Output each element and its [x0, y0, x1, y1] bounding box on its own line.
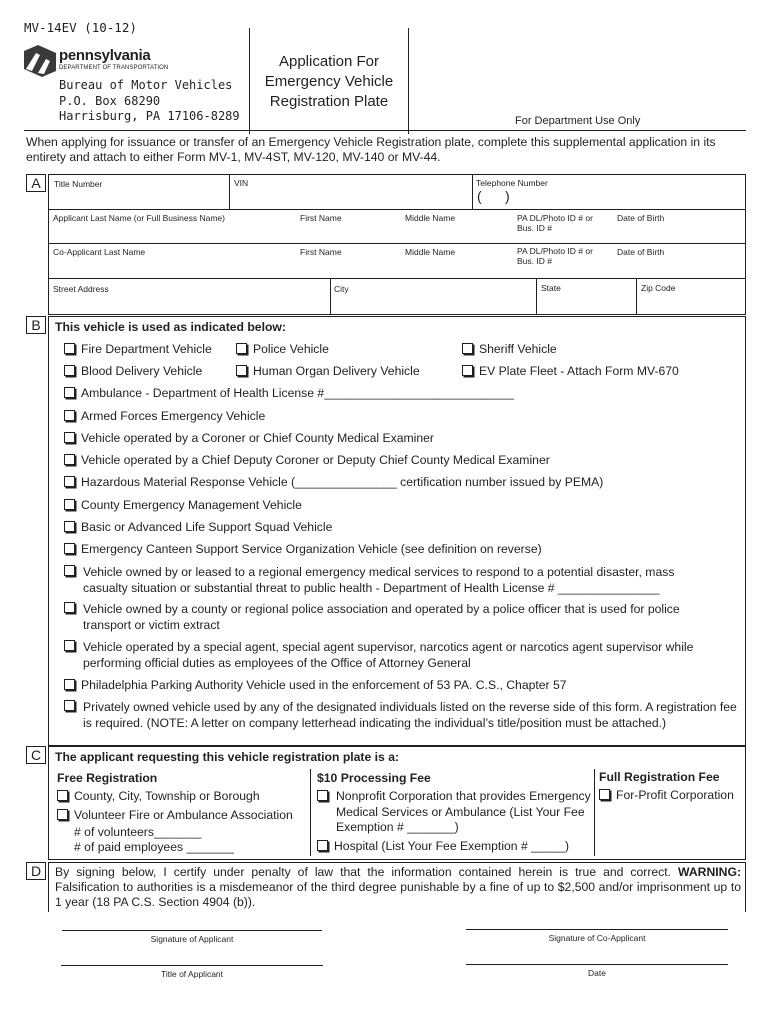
zip-code-field[interactable]: Zip Code: [641, 283, 676, 293]
intro-text: When applying for issuance or transfer of an Emergency Vehicle Registration plate, complete this supplemental application in its entirety and attach to either Form MV-1, MV-4ST, MV-120, MV-140 or MV-44.: [26, 135, 716, 164]
penndot-logo-icon: [24, 45, 54, 75]
option-police[interactable]: Police Vehicle: [236, 342, 329, 357]
checkbox-icon[interactable]: [317, 840, 328, 851]
checkbox-icon[interactable]: [64, 602, 75, 613]
option-regional-ems[interactable]: Vehicle owned by or leased to a regional emergency medical services to respond to a potential disaster, mass casualty situation or substantial threat to public health - Department of Health License # _______________: [64, 564, 719, 596]
checkbox-icon[interactable]: [64, 499, 75, 510]
date-line[interactable]: [466, 964, 728, 965]
checkbox-icon[interactable]: [64, 476, 75, 487]
option-coroner[interactable]: Vehicle operated by a Coroner or Chief County Medical Examiner: [64, 431, 434, 446]
coapplicant-first-name-field[interactable]: First Name: [300, 247, 342, 257]
certify-statement: By signing below, I certify under penalty of law that the information contained herein is true and correct.: [55, 865, 672, 879]
checkbox-icon[interactable]: [64, 454, 75, 465]
dl-id-line-2: Bus. ID #: [517, 223, 552, 233]
middle-name-field[interactable]: Middle Name: [405, 213, 456, 223]
option-county-city[interactable]: County, City, Township or Borough: [57, 789, 260, 804]
section-b-heading: This vehicle is used as indicated below:: [55, 320, 286, 334]
title-number-field[interactable]: Title Number: [54, 179, 103, 189]
coapplicant-dl-id-field[interactable]: [517, 246, 593, 266]
section-b-label: B: [26, 316, 46, 334]
street-address-field[interactable]: Street Address: [53, 284, 109, 294]
section-d-label: D: [26, 862, 46, 880]
coapplicant-middle-name-field[interactable]: Middle Name: [405, 247, 456, 257]
checkbox-icon[interactable]: [64, 343, 75, 354]
checkbox-icon[interactable]: [64, 640, 75, 651]
checkbox-icon[interactable]: [317, 790, 328, 801]
full-registration-title: Full Registration Fee: [599, 770, 720, 784]
city-field[interactable]: City: [334, 284, 349, 294]
certification-text: [55, 865, 741, 910]
date-of-birth-field[interactable]: Date of Birth: [617, 213, 665, 223]
title-line-1: Application For: [278, 53, 380, 70]
warning-label: WARNING:: [678, 865, 742, 879]
checkbox-icon[interactable]: [64, 543, 75, 554]
option-hazmat[interactable]: Hazardous Material Response Vehicle (_______________ certification number issued by PEMA): [64, 475, 603, 490]
coapplicant-signature-line[interactable]: [466, 929, 728, 930]
applicant-title-line[interactable]: [61, 965, 323, 966]
option-fire-department[interactable]: Fire Department Vehicle: [64, 342, 212, 357]
option-county-ema[interactable]: County Emergency Management Vehicle: [64, 498, 302, 513]
section-c-label: C: [26, 746, 46, 764]
vin-field[interactable]: VIN: [234, 178, 249, 188]
coapplicant-date-of-birth-field[interactable]: Date of Birth: [617, 247, 665, 257]
option-life-support[interactable]: Basic or Advanced Life Support Squad Vehicle: [64, 520, 332, 535]
option-ambulance[interactable]: Ambulance - Department of Health License #____________________________: [64, 386, 514, 401]
checkbox-icon[interactable]: [236, 365, 247, 376]
applicant-signature-label: Signature of Applicant: [150, 934, 234, 944]
title-line-2: Emergency Vehicle: [264, 73, 394, 90]
checkbox-icon[interactable]: [64, 700, 75, 711]
option-police-association[interactable]: Vehicle owned by a county or regional police association and operated by a police officer that is used for police transport or victim extract: [64, 601, 724, 633]
address-line-3: Harrisburg, PA 17106-8289: [59, 109, 240, 123]
department-use-label: For Department Use Only: [515, 115, 641, 127]
form-number: MV-14EV (10-12): [24, 20, 137, 35]
checkbox-icon[interactable]: [64, 387, 75, 398]
address-line-2: P.O. Box 68290: [59, 93, 161, 108]
section-a-box: [48, 174, 746, 315]
date-label: Date: [588, 968, 606, 978]
section-c-heading: The applicant requesting this vehicle registration plate is a:: [55, 750, 400, 764]
checkbox-icon[interactable]: [57, 790, 68, 801]
first-name-field[interactable]: First Name: [300, 213, 342, 223]
logo-subtitle: DEPARTMENT OF TRANSPORTATION: [59, 65, 169, 71]
coapplicant-signature-label: Signature of Co-Applicant: [548, 933, 646, 943]
option-volunteer-fire[interactable]: Volunteer Fire or Ambulance Association: [57, 808, 293, 823]
applicant-last-name-field[interactable]: Applicant Last Name (or Full Business Name): [53, 213, 225, 223]
coapplicant-dl-id-line-2: Bus. ID #: [517, 256, 552, 266]
option-armed-forces[interactable]: Armed Forces Emergency Vehicle: [64, 409, 265, 424]
coapplicant-last-name-field[interactable]: Co-Applicant Last Name: [53, 247, 146, 257]
volunteers-count-field[interactable]: # of volunteers_______: [74, 825, 202, 839]
checkbox-icon[interactable]: [462, 343, 473, 354]
option-hospital[interactable]: Hospital (List Your Fee Exemption # _____): [317, 839, 569, 854]
option-deputy-coroner[interactable]: Vehicle operated by a Chief Deputy Coroner or Deputy Chief County Medical Examiner: [64, 453, 550, 468]
form-title: [252, 52, 406, 112]
option-sheriff[interactable]: Sheriff Vehicle: [462, 342, 557, 357]
option-nonprofit[interactable]: Nonprofit Corporation that provides Emergency Medical Services or Ambulance (List Your Fee Exemption # _______): [317, 789, 591, 836]
checkbox-icon[interactable]: [462, 365, 473, 376]
state-field[interactable]: State: [541, 283, 561, 293]
logo-name: pennsylvania: [59, 47, 151, 64]
option-organ-delivery[interactable]: Human Organ Delivery Vehicle: [236, 364, 420, 379]
option-canteen[interactable]: Emergency Canteen Support Service Organization Vehicle (see definition on reverse): [64, 542, 542, 557]
section-a-label: A: [26, 174, 46, 192]
applicant-title-label: Title of Applicant: [160, 969, 224, 979]
checkbox-icon[interactable]: [64, 365, 75, 376]
checkbox-icon[interactable]: [64, 679, 75, 690]
dl-id-line-1: PA DL/Photo ID # or: [517, 213, 593, 223]
option-privately-owned[interactable]: Privately owned vehicle used by any of the designated individuals listed on the reverse side of this form. A registration fee is required. (NOTE: A letter on company letterhead indicating the individual’s title/position must be attached.): [64, 699, 740, 731]
address-line-1: Bureau of Motor Vehicles: [59, 78, 233, 92]
checkbox-icon[interactable]: [57, 809, 68, 820]
processing-fee-title: $10 Processing Fee: [317, 771, 431, 785]
mailing-address: [59, 78, 240, 125]
checkbox-icon[interactable]: [64, 432, 75, 443]
option-ev-plate-fleet[interactable]: EV Plate Fleet - Attach Form MV-670: [462, 364, 679, 379]
checkbox-icon[interactable]: [64, 521, 75, 532]
option-parking-authority[interactable]: Philadelphia Parking Authority Vehicle used in the enforcement of 53 PA. C.S., Chapter 57: [64, 678, 567, 693]
option-blood-delivery[interactable]: Blood Delivery Vehicle: [64, 364, 202, 379]
dl-id-field[interactable]: [517, 213, 593, 233]
applicant-signature-line[interactable]: [62, 930, 322, 931]
telephone-parens: ( ): [477, 188, 510, 204]
checkbox-icon[interactable]: [64, 410, 75, 421]
telephone-field[interactable]: Telephone Number: [476, 178, 548, 188]
option-special-agent[interactable]: Vehicle operated by a special agent, special agent supervisor, narcotics agent or narcotics agent supervisor while performing official duties as employees of the Office of Attorney General: [64, 639, 736, 671]
checkbox-icon[interactable]: [64, 565, 75, 576]
option-for-profit[interactable]: For-Profit Corporation: [599, 788, 734, 803]
free-registration-title: Free Registration: [57, 771, 158, 785]
coapplicant-dl-id-line-1: PA DL/Photo ID # or: [517, 246, 593, 256]
checkbox-icon[interactable]: [599, 789, 610, 800]
warning-text: Falsification to authorities is a misdemeanor of the third degree punishable by a fine of up to $2,500 and/or imprisonment up to 1 year (18 PA C.S. Section 4904 (b)).: [55, 880, 741, 909]
title-line-3: Registration Plate: [269, 93, 389, 110]
checkbox-icon[interactable]: [236, 343, 247, 354]
paid-employees-field[interactable]: # of paid employees _______: [74, 840, 234, 854]
